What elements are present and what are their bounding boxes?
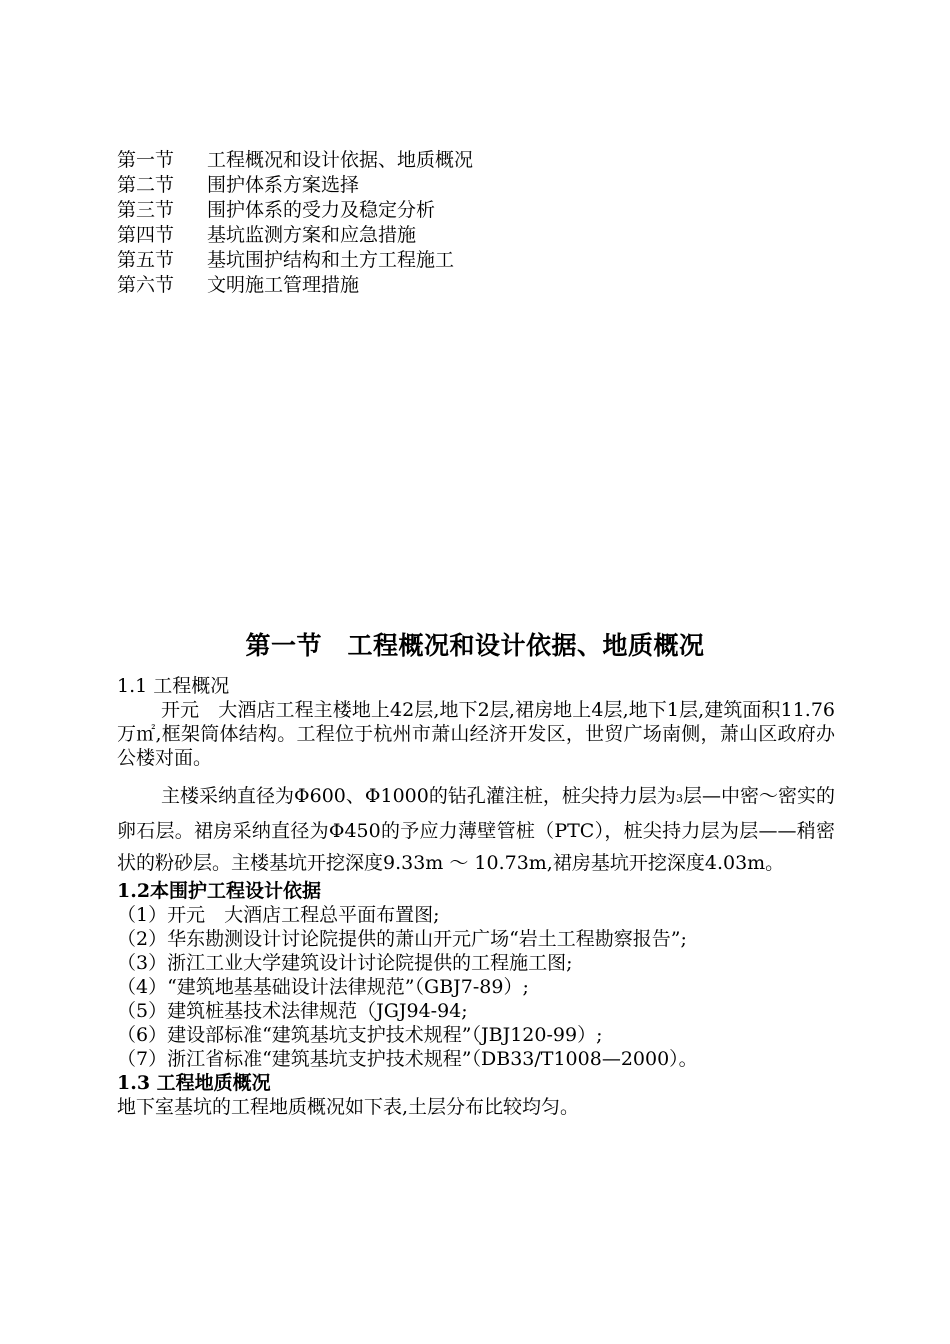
subsection-title-1-2: 1.2本围护工程设计依据	[117, 880, 322, 902]
basis-item: （1）开元 大酒店工程总平面布置图;	[117, 904, 440, 926]
toc-item[interactable]	[117, 248, 473, 273]
toc-item[interactable]	[117, 173, 473, 198]
basis-item: （6）建设部标准“建筑基坑支护技术规程”（JBJ120-99）;	[117, 1024, 603, 1046]
table-of-contents	[117, 148, 473, 298]
toc-item[interactable]	[117, 148, 473, 173]
toc-item-number: 第三节	[117, 199, 175, 221]
toc-item-title: 文明施工管理措施	[207, 274, 360, 296]
basis-item: （5）建筑桩基技术法律规范（JGJ94-94;	[117, 1000, 468, 1022]
toc-item-title: 基坑围护结构和土方工程施工	[207, 249, 455, 271]
toc-item-number: 第五节	[117, 249, 175, 271]
toc-item-number: 第二节	[117, 174, 175, 196]
pile-foundation-paragraph	[117, 780, 835, 879]
toc-item[interactable]	[117, 273, 473, 298]
section-content	[117, 674, 835, 1119]
section-heading: 第一节 工程概况和设计依据、地质概况	[245, 631, 705, 660]
subsection-title-1-3: 1.3 工程地质概况	[117, 1072, 271, 1094]
subsection-title-1-1: 1.1 工程概况	[117, 675, 230, 697]
toc-item[interactable]	[117, 223, 473, 248]
toc-item-number: 第四节	[117, 224, 175, 246]
basis-item: （7）浙江省标准“建筑基坑支护技术规程”（DB33/T1008—2000）。	[117, 1048, 698, 1070]
toc-item-title: 工程概况和设计依据、地质概况	[207, 149, 474, 171]
basis-item: （3）浙江工业大学建筑设计讨论院提供的工程施工图;	[117, 952, 573, 974]
basis-item: （4）“建筑地基基础设计法律规范”（GBJ7-89）;	[117, 976, 529, 998]
pile-layer-subscript: 3	[675, 792, 683, 805]
pile-text-part-1: 主楼采纳直径为Φ600、Φ1000的钻孔灌注桩，桩尖持力层为	[161, 785, 676, 807]
toc-item-number: 第六节	[117, 274, 175, 296]
pile-text-part-2: 层—中密～密实的卵石层。裙房采纳直径为Φ450的予应力薄壁管桩（PTC），桩尖持力层为层——稍密状的粉砂层。主楼基坑开挖深度9.33m ～ 10.73m,裙房基坑开挖深度4.03m。	[117, 785, 835, 874]
project-overview-paragraph: 开元 大酒店工程主楼地上42层,地下2层,裙房地上4层,地下1层,建筑面积11.76万㎡,框架筒体结构。工程位于杭州市萧山经济开发区，世贸广场南侧，萧山区政府办公楼对面。	[117, 699, 835, 769]
geology-paragraph: 地下室基坑的工程地质概况如下表,土层分布比较均匀。	[117, 1096, 580, 1118]
basis-item: （2）华东勘测设计讨论院提供的萧山开元广场“岩土工程勘察报告”;	[117, 928, 687, 950]
toc-item-title: 围护体系的受力及稳定分析	[207, 199, 436, 221]
toc-item-number: 第一节	[117, 149, 175, 171]
toc-item[interactable]	[117, 198, 473, 223]
toc-item-title: 围护体系方案选择	[207, 174, 360, 196]
toc-item-title: 基坑监测方案和应急措施	[207, 224, 417, 246]
